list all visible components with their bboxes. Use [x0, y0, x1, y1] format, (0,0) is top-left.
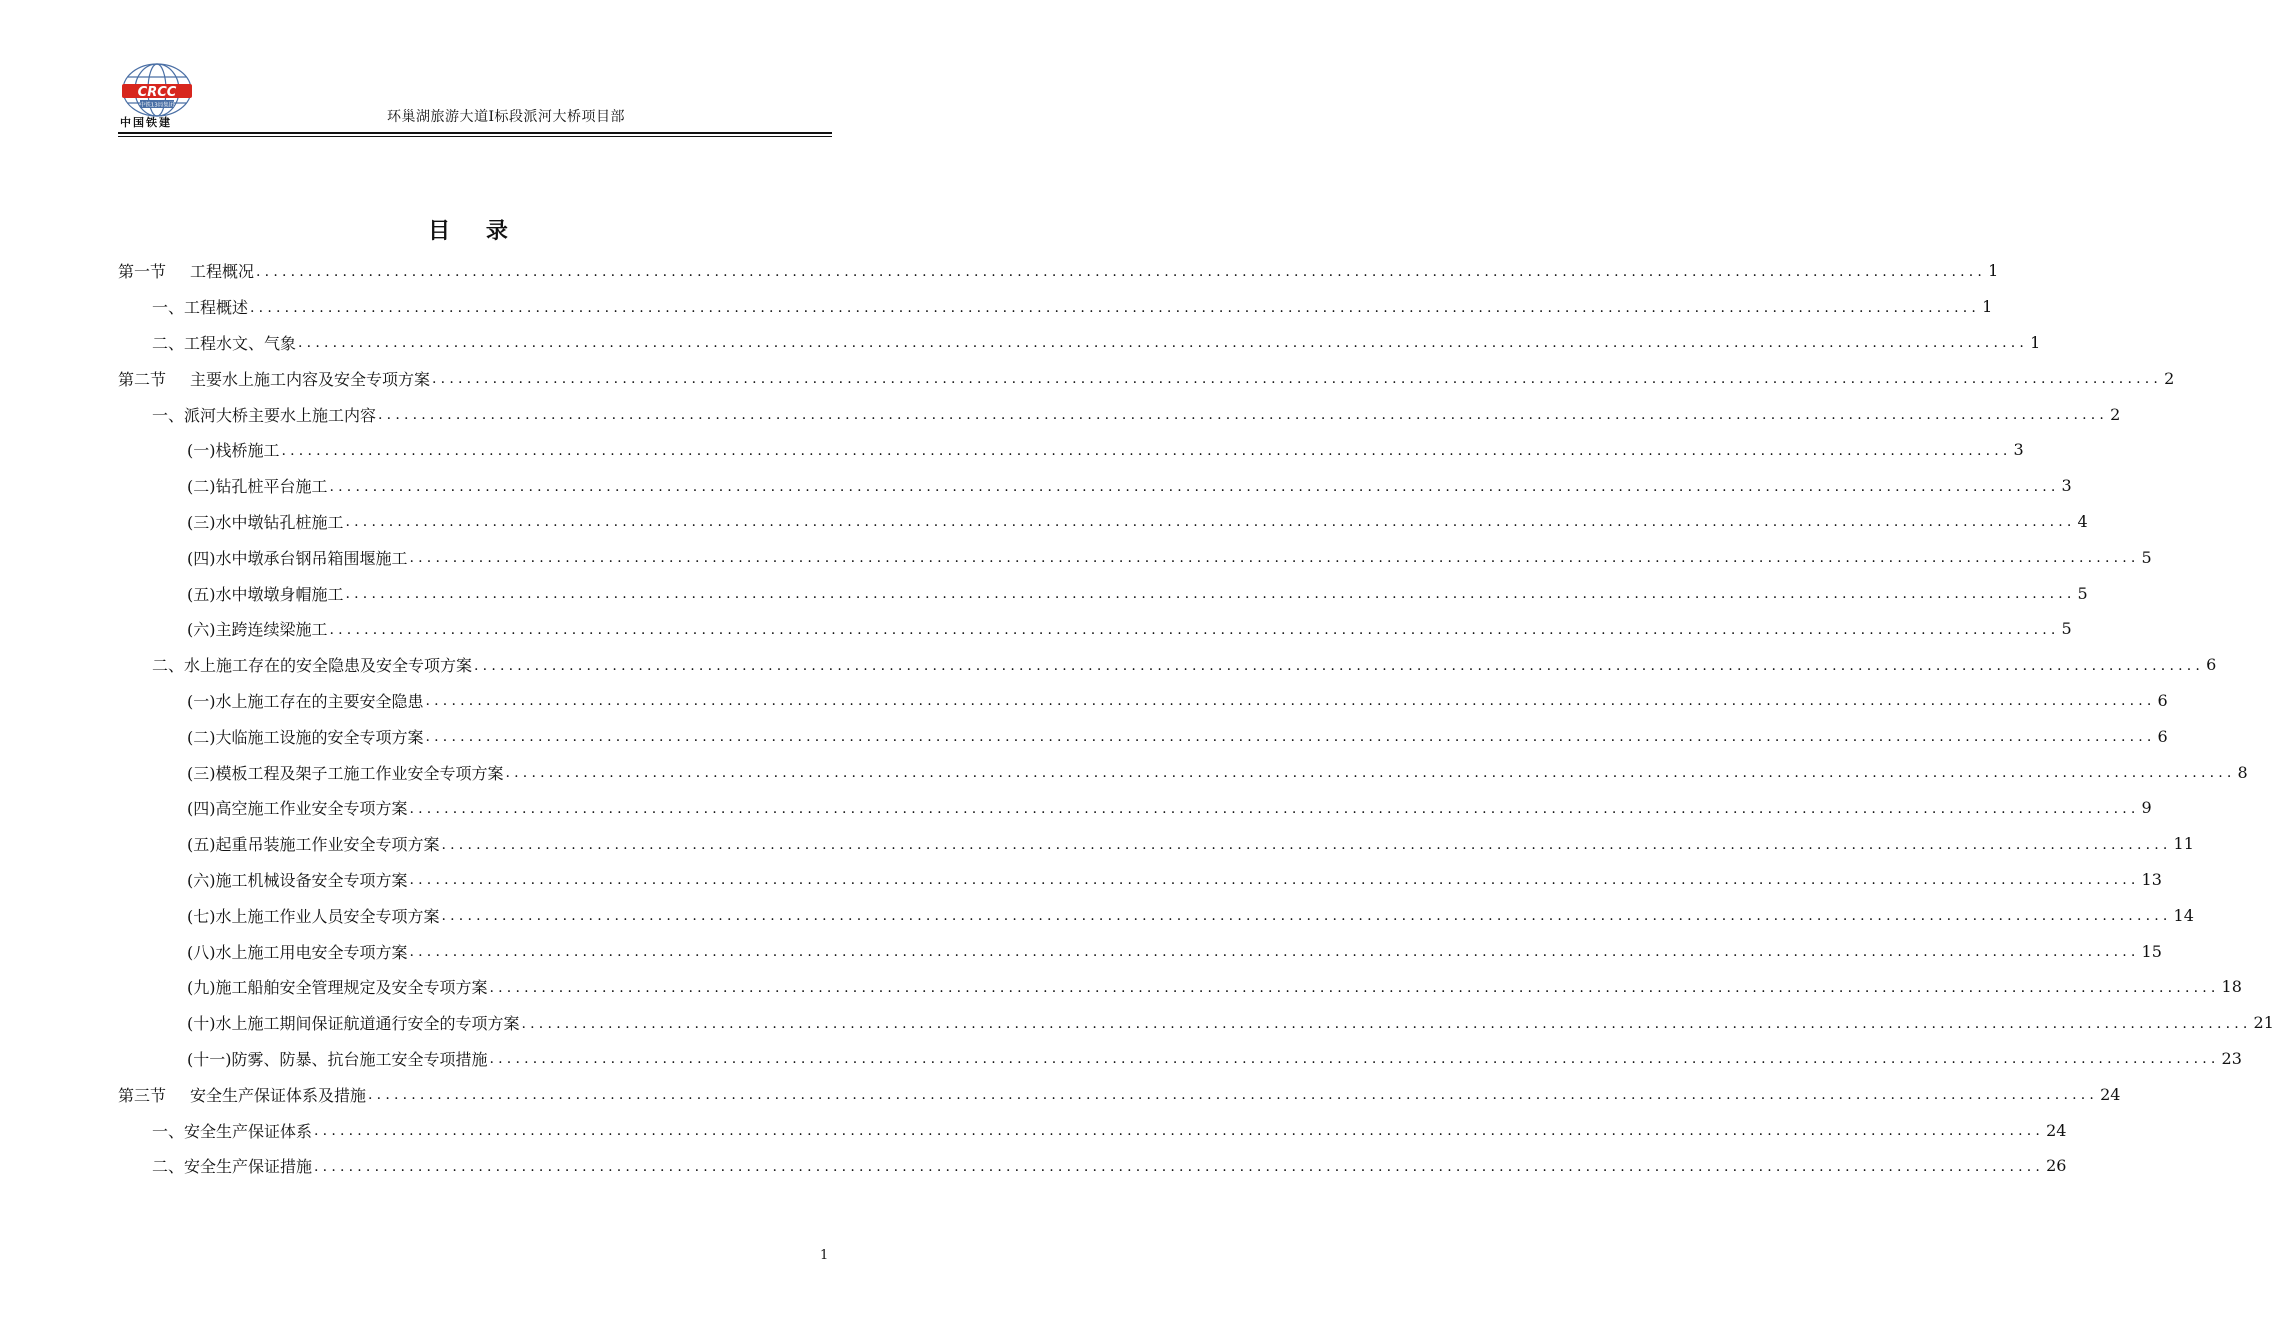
toc-page-number: 5	[2141, 547, 2152, 567]
toc-entry-label: (五)水中墩墩身帽施工	[187, 584, 344, 604]
header-rule	[118, 132, 832, 134]
toc-entry[interactable]	[118, 826, 2194, 862]
toc-leader-dots: ........................................................................................................................................................................................................	[409, 550, 2140, 567]
toc-entry-text	[187, 474, 328, 497]
toc-page-number: 13	[2141, 869, 2162, 889]
toc-leader-dots: ........................................................................................................................................................................................................	[329, 478, 2060, 495]
toc-entry-label: (三)模板工程及架子工施工作业安全专项方案	[187, 763, 504, 783]
toc-entry-label: (十一)防雾、防暴、抗台施工安全专项措施	[187, 1049, 488, 1069]
toc-entry-label: 工程概况	[190, 262, 255, 282]
toc-page-number: 24	[2100, 1084, 2121, 1104]
toc-entry-label: 二、安全生产保证措施	[152, 1157, 313, 1177]
toc-entry-text	[152, 295, 248, 318]
toc-entry[interactable]	[118, 396, 2121, 432]
toc-entry-label: 一、派河大桥主要水上施工内容	[152, 405, 377, 425]
toc-entry-text	[187, 1047, 488, 1070]
toc-section-number: 第三节	[118, 1085, 167, 1105]
toc-entry[interactable]	[118, 1148, 2067, 1184]
toc-leader-dots: ........................................................................................................................................................................................................	[256, 263, 1987, 280]
toc-entry-label: (九)施工船舶安全管理规定及安全专项方案	[187, 978, 488, 998]
toc-entry-label: (二)钻孔桩平台施工	[187, 477, 328, 497]
toc-entry-text	[187, 546, 408, 569]
toc-entry-text	[187, 761, 504, 784]
toc-entry-label: 主要水上施工内容及安全专项方案	[190, 369, 431, 389]
toc-entry[interactable]	[118, 647, 2217, 683]
toc-leader-dots: ........................................................................................................................................................................................................	[425, 693, 2156, 710]
toc-page-number: 4	[2077, 511, 2088, 531]
toc-leader-dots: ........................................................................................................................................................................................................	[368, 1087, 2099, 1104]
toc-entry-text	[152, 1119, 312, 1142]
toc-leader-dots: ........................................................................................................................................................................................................	[314, 1158, 2045, 1175]
toc-entry-text	[187, 582, 344, 605]
toc-entry-text	[152, 1154, 312, 1177]
toc-entry-label: 一、工程概述	[152, 298, 249, 318]
toc-entry[interactable]	[118, 683, 2168, 719]
toc-leader-dots: ........................................................................................................................................................................................................	[489, 979, 2220, 996]
toc-leader-dots: ........................................................................................................................................................................................................	[474, 657, 2205, 674]
toc-leader-dots: ........................................................................................................................................................................................................	[281, 442, 2012, 459]
toc-leader-dots: ........................................................................................................................................................................................................	[441, 836, 2172, 853]
toc-entry[interactable]	[118, 933, 2162, 969]
toc-entry-text	[187, 904, 440, 927]
toc-page-number: 6	[2157, 690, 2168, 710]
toc-page-number: 18	[2221, 977, 2242, 997]
toc-entry[interactable]	[118, 289, 1993, 325]
toc-entry[interactable]	[118, 754, 2248, 790]
toc-entry-label: (三)水中墩钻孔桩施工	[187, 512, 344, 532]
toc-entry[interactable]	[118, 1005, 2274, 1041]
toc-entry-text	[187, 868, 408, 891]
toc-page-number: 14	[2173, 905, 2194, 925]
toc-entry[interactable]	[118, 575, 2088, 611]
table-of-contents	[118, 253, 2274, 1184]
toc-entry-label: (一)水上施工存在的主要安全隐患	[187, 691, 424, 711]
toc-page-number: 26	[2046, 1156, 2067, 1176]
toc-entry[interactable]	[118, 539, 2152, 575]
toc-entry[interactable]	[118, 1112, 2067, 1148]
page-number: 1	[820, 1248, 829, 1263]
svg-text:中国铁建: 中国铁建	[120, 116, 172, 129]
toc-entry-text	[118, 367, 430, 390]
toc-leader-dots: ........................................................................................................................................................................................................	[345, 586, 2076, 603]
toc-entry[interactable]	[118, 1041, 2242, 1077]
toc-page-number: 8	[2237, 762, 2248, 782]
toc-page-number: 11	[2173, 834, 2194, 854]
toc-leader-dots: ........................................................................................................................................................................................................	[378, 407, 2109, 424]
toc-entry-label: (八)水上施工用电安全专项方案	[187, 942, 408, 962]
toc-entry-text	[187, 438, 280, 461]
toc-entry[interactable]	[118, 790, 2152, 826]
toc-section-number: 第一节	[118, 262, 167, 282]
toc-entry[interactable]	[118, 253, 1999, 289]
toc-page-number: 23	[2221, 1048, 2242, 1068]
toc-leader-dots: ........................................................................................................................................................................................................	[409, 944, 2140, 961]
toc-entry-label: 二、工程水文、气象	[152, 333, 297, 353]
toc-entry-text	[152, 331, 296, 354]
toc-leader-dots: ........................................................................................................................................................................................................	[425, 729, 2156, 746]
toc-entry[interactable]	[118, 862, 2162, 898]
toc-leader-dots: ........................................................................................................................................................................................................	[521, 1015, 2252, 1032]
toc-section-number: 第二节	[118, 369, 167, 389]
toc-entry[interactable]	[118, 1076, 2121, 1112]
toc-entry-label: 一、安全生产保证体系	[152, 1121, 313, 1141]
toc-entry-label: (四)高空施工作业安全专项方案	[187, 799, 408, 819]
header-title: 环巢湖旅游大道I标段派河大桥项目部	[386, 109, 626, 125]
svg-text:中铁13局集团: 中铁13局集团	[139, 102, 175, 109]
toc-page-number: 24	[2046, 1120, 2067, 1140]
toc-entry-text	[187, 796, 408, 819]
header-rule-thin	[118, 136, 832, 137]
toc-leader-dots: ........................................................................................................................................................................................................	[250, 299, 1981, 316]
toc-entry-text	[187, 832, 440, 855]
toc-entry-text	[187, 975, 488, 998]
crcc-logo	[118, 62, 196, 130]
toc-entry-text	[152, 403, 376, 426]
toc-entry-label: (十)水上施工期间保证航道通行安全的专项方案	[187, 1014, 520, 1034]
toc-entry[interactable]	[118, 504, 2088, 540]
toc-entry[interactable]	[118, 432, 2024, 468]
toc-entry[interactable]	[118, 611, 2072, 647]
toc-leader-dots: ........................................................................................................................................................................................................	[345, 514, 2076, 531]
toc-leader-dots: ........................................................................................................................................................................................................	[409, 800, 2140, 817]
toc-entry-label: (一)栈桥施工	[187, 441, 280, 461]
toc-entry-text	[187, 940, 408, 963]
toc-title: 目 录	[428, 218, 522, 244]
toc-entry-text	[152, 653, 472, 676]
toc-leader-dots: ........................................................................................................................................................................................................	[489, 1051, 2220, 1068]
toc-entry[interactable]	[118, 468, 2072, 504]
toc-page-number: 6	[2206, 655, 2217, 675]
toc-page-number: 3	[2013, 440, 2024, 460]
toc-entry-label: (四)水中墩承台钢吊箱围堰施工	[187, 548, 408, 568]
page-header	[118, 62, 832, 134]
toc-entry-text	[187, 689, 424, 712]
toc-entry-text	[118, 1083, 366, 1106]
toc-entry-label: (五)起重吊装施工作业安全专项方案	[187, 835, 440, 855]
toc-entry-label: 二、水上施工存在的安全隐患及安全专项方案	[152, 656, 473, 676]
toc-entry-text	[187, 510, 344, 533]
svg-text:CRCC: CRCC	[137, 85, 177, 100]
toc-entry-label: (六)施工机械设备安全专项方案	[187, 870, 408, 890]
toc-page-number: 1	[1988, 261, 1999, 281]
toc-entry-label: 安全生产保证体系及措施	[190, 1085, 367, 1105]
toc-leader-dots: ........................................................................................................................................................................................................	[298, 335, 2029, 352]
toc-page-number: 9	[2141, 798, 2152, 818]
toc-entry[interactable]	[118, 360, 2175, 396]
toc-page-number: 1	[1982, 297, 1993, 317]
toc-entry-label: (二)大临施工设施的安全专项方案	[187, 727, 424, 747]
toc-leader-dots: ........................................................................................................................................................................................................	[329, 621, 2060, 638]
toc-entry-text	[187, 725, 424, 748]
toc-entry[interactable]	[118, 969, 2242, 1005]
toc-leader-dots: ........................................................................................................................................................................................................	[505, 765, 2236, 782]
toc-page-number: 21	[2253, 1013, 2274, 1033]
toc-page-number: 2	[2110, 404, 2121, 424]
toc-leader-dots: ........................................................................................................................................................................................................	[432, 371, 2163, 388]
toc-leader-dots: ........................................................................................................................................................................................................	[441, 908, 2172, 925]
toc-entry-text	[187, 617, 328, 640]
toc-page-number: 3	[2061, 476, 2072, 496]
toc-page-number: 15	[2141, 941, 2162, 961]
toc-entry[interactable]	[118, 897, 2194, 933]
toc-page-number: 5	[2061, 619, 2072, 639]
toc-entry-label: (六)主跨连续梁施工	[187, 620, 328, 640]
toc-entry[interactable]	[118, 718, 2168, 754]
toc-page-number: 2	[2164, 368, 2175, 388]
toc-entry-text	[187, 1011, 520, 1034]
toc-entry[interactable]	[118, 325, 2041, 361]
toc-leader-dots: ........................................................................................................................................................................................................	[314, 1123, 2045, 1140]
toc-page-number: 6	[2157, 726, 2168, 746]
toc-entry-text	[118, 259, 254, 282]
toc-page-number: 5	[2077, 583, 2088, 603]
toc-page-number: 1	[2030, 332, 2041, 352]
toc-leader-dots: ........................................................................................................................................................................................................	[409, 872, 2140, 889]
toc-entry-label: (七)水上施工作业人员安全专项方案	[187, 906, 440, 926]
